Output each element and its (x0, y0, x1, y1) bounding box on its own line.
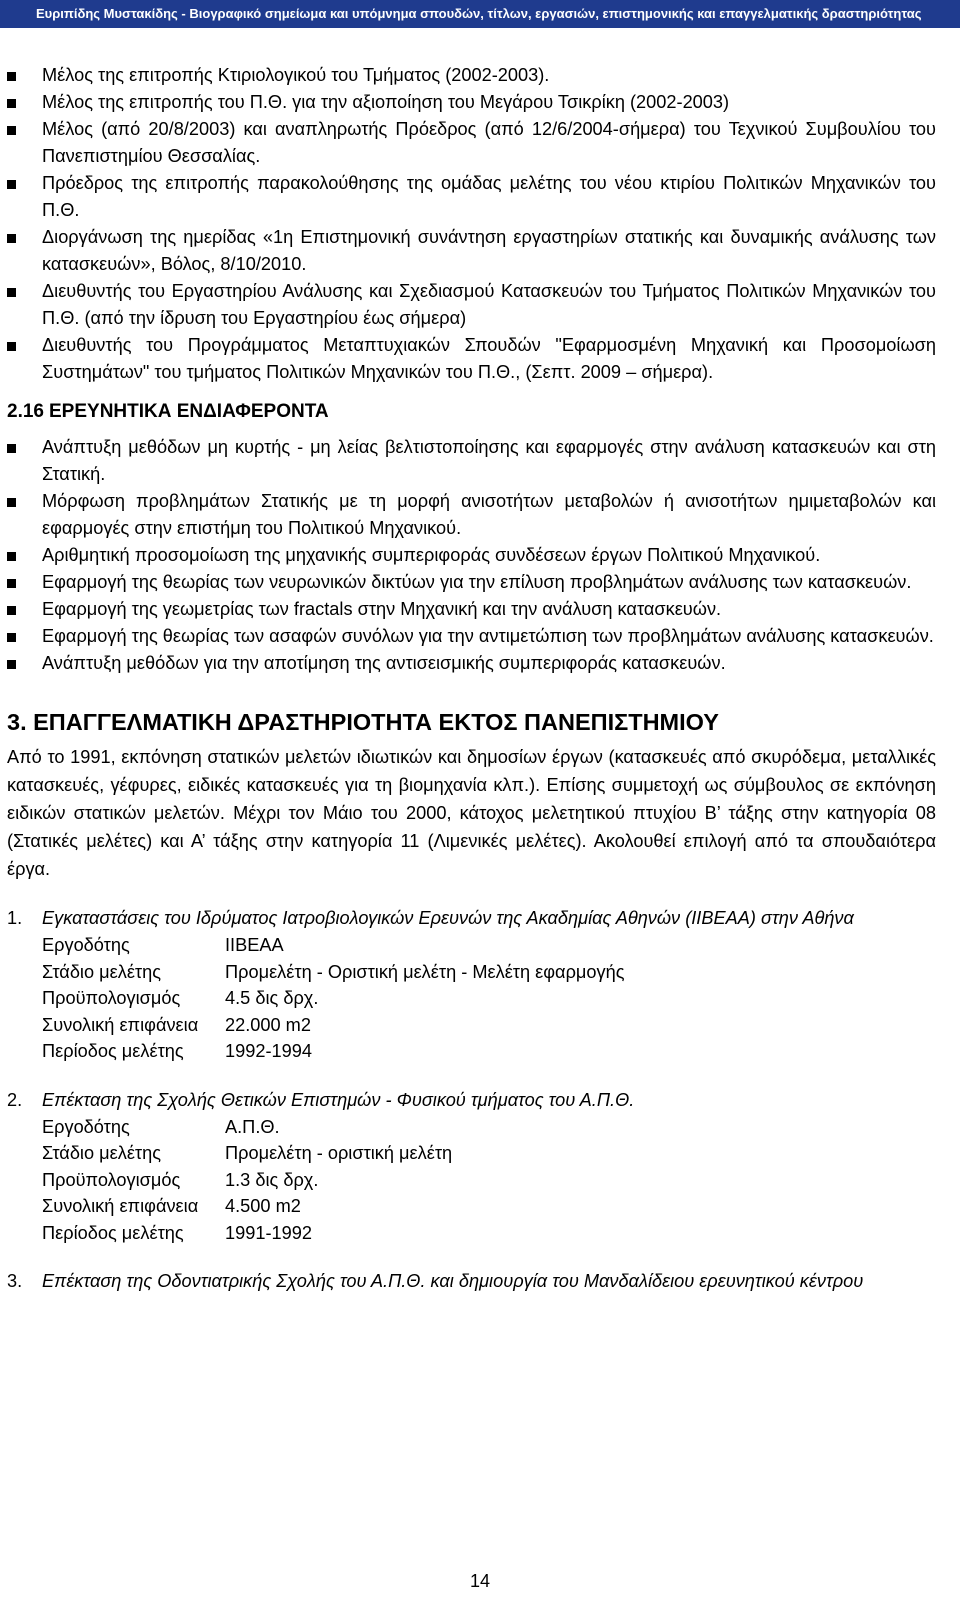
square-bullet-icon (7, 660, 16, 669)
page-number: 14 (469, 1571, 491, 1591)
project-field-stage: Στάδιο μελέτης Προμελέτη - οριστική μελέτη (42, 1143, 453, 1163)
project-field-employer: Εργοδότης Α.Π.Θ. (42, 1116, 280, 1137)
section-number: 2.16 (7, 401, 44, 422)
section-heading (0, 398, 960, 426)
project-title: 1. Εγκαταστάσεις του Ιδρύματος Ιατροβιολογικών Ερευνών της Ακαδημίας Αθηνών (ΙΙΒΕΑΑ) στην Αθήνα (0, 905, 960, 932)
list-item: Εφαρμογή της θεωρίας των νευρωνικών δικτύων για την επίλυση προβλημάτων ανάλυσης των κατασκευών. (0, 569, 960, 596)
project-field-budget: Προϋπολογισμός 4.5 δις δρχ. (42, 988, 319, 1008)
square-bullet-icon (7, 606, 16, 615)
project-field-stage: Στάδιο μελέτης Προμελέτη - Οριστική μελέτη - Μελέτη εφαρμογής (42, 961, 625, 982)
header-text: Ευριπίδης Μυστακίδης - Βιογραφικό σημείωμα και υπόμνημα σπουδών, τίτλων, εργασιών, επιστημονικής και επαγγελματικής δραστηριότητας (36, 6, 922, 21)
section-title: ΕΡΕΥΝΗΤΙΚΑ ΕΝΔΙΑΦΕΡΟΝΤΑ (49, 401, 329, 422)
square-bullet-icon (7, 99, 16, 108)
project-entry (0, 905, 960, 1065)
square-bullet-icon (7, 234, 16, 243)
list-item: Μέλος της επιτροπής του Π.Θ. για την αξιοποίηση του Μεγάρου Τσικρίκη (2002-2003) (0, 89, 960, 116)
square-bullet-icon (7, 552, 16, 561)
list-item: Διευθυντής του Προγράμματος Μεταπτυχιακών Σπουδών "Εφαρμοσμένη Μηχανική και Προσομοίωση Συστημάτων" του τμήματος Πολιτικών Μηχανικών του Π.Θ., (Σεπτ. 2009 – σήμερα). (0, 332, 960, 386)
list-item: Ανάπτυξη μεθόδων για την αποτίμηση της αντισεισμικής συμπεριφοράς κατασκευών. (0, 650, 960, 677)
list-item: Εφαρμογή της θεωρίας των ασαφών συνόλων για την αντιμετώπιση των προβλημάτων ανάλυσης κατασκευών. (0, 623, 960, 650)
list-item: Αριθμητική προσομοίωση της μηχανικής συμπεριφοράς συνδέσεων έργων Πολιτικού Μηχανικού. (0, 542, 960, 569)
square-bullet-icon (7, 342, 16, 351)
project-entry (0, 1268, 960, 1295)
square-bullet-icon (7, 444, 16, 453)
project-field-period: Περίοδος μελέτης 1992-1994 (42, 1041, 312, 1061)
square-bullet-icon (7, 126, 16, 135)
project-field-area: Συνολική επιφάνεια 4.500 m2 (42, 1196, 301, 1216)
list-item: Πρόεδρος της επιτροπής παρακολούθησης της ομάδας μελέτης του νέου κτιρίου Πολιτικών Μηχανικών του Π.Θ. (0, 170, 960, 224)
list-item: Ανάπτυξη μεθόδων μη κυρτής - μη λείας βελτιστοποίησης και εφαρμογές στην ανάλυση κατασκευών και στη Στατική. (0, 434, 960, 488)
chapter-title: 3. ΕΠΑΓΓΕΛΜΑΤΙΚΗ ΔΡΑΣΤΗΡΙΟΤΗΤΑ ΕΚΤΟΣ ΠΑΝΕΠΙΣΤΗΜΙΟΥ (7, 709, 719, 735)
list-item: Μέλος της επιτροπής Κτιριολογικού του Τμήματος (2002-2003). (0, 62, 960, 89)
project-field-period: Περίοδος μελέτης 1991-1992 (42, 1222, 312, 1243)
research-interests-list (0, 434, 960, 677)
project-number: 3. (7, 1271, 23, 1291)
square-bullet-icon (7, 579, 16, 588)
square-bullet-icon (7, 72, 16, 81)
project-field-budget: Προϋπολογισμός 1.3 δις δρχ. (42, 1169, 319, 1190)
list-item: Διοργάνωση της ημερίδας «1η Επιστημονική συνάντηση εργαστηρίων στατικής και δυναμικής ανάλυσης των κατασκευών», Βόλος, 8/10/2010. (0, 224, 960, 278)
project-field-area: Συνολική επιφάνεια 22.000 m2 (42, 1014, 311, 1035)
committee-list (0, 62, 960, 386)
square-bullet-icon (7, 633, 16, 642)
list-item: Διευθυντής του Εργαστηρίου Ανάλυσης και Σχεδιασμού Κατασκευών του Τμήματος Πολιτικών Μηχανικών του Π.Θ. (από την ίδρυση του Εργαστηρίου έως σήμερα) (0, 278, 960, 332)
project-field-employer: Εργοδότης ΙΙΒΕΑΑ (42, 935, 284, 955)
project-title: 2. Επέκταση της Σχολής Θετικών Επιστημών - Φυσικού τμήματος του Α.Π.Θ. (0, 1087, 960, 1114)
square-bullet-icon (7, 498, 16, 507)
list-item: Μέλος (από 20/8/2003) και αναπληρωτής Πρόεδρος (από 12/6/2004-σήμερα) του Τεχνικού Συμβουλίου του Πανεπιστημίου Θεσσαλίας. (0, 116, 960, 170)
list-item: Μόρφωση προβλημάτων Στατικής με τη μορφή ανισοτήτων μεταβολών ή ανισοτήτων ημιμεταβολών και εφαρμογές στην επιστήμη του Πολιτικού Μηχανικού. (0, 488, 960, 542)
project-entry (0, 1087, 960, 1247)
project-number: 1. (7, 908, 23, 928)
project-number: 2. (7, 1089, 23, 1110)
chapter-paragraph: Από το 1991, εκπόνηση στατικών μελετών ιδιωτικών και δημοσίων έργων (κατασκευές από σκυρόδεμα, μεταλλικές κατασκευές, γέφυρες, ειδικές κατασκευές για τη βιομηχανία κλπ.). Επίσης συμμετοχή ως σύμβουλος σε εκπόνηση ειδικών στατικών μελετών. Μέχρι τον Μάιο του 2000, κάτοχος μελετητικού πτυχίου Β’ τάξης στην κατηγορία 08 (Στατικές μελέτες) και Α’ τάξης στην κατηγορία 11 (Λιμενικές μελέτες). Ακολουθεί επιλογή από τα σπουδαιότερα έργα. (7, 747, 936, 879)
project-title: 3. Επέκταση της Οδοντιατρικής Σχολής του Α.Π.Θ. και δημιουργία του Μανδαλίδειου ερευνητικού κέντρου (0, 1268, 960, 1295)
square-bullet-icon (7, 288, 16, 297)
square-bullet-icon (7, 180, 16, 189)
page-content (0, 62, 960, 1295)
list-item: Εφαρμογή της γεωμετρίας των fractals στην Μηχανική και την ανάλυση κατασκευών. (0, 596, 960, 623)
page-header (0, 0, 960, 28)
